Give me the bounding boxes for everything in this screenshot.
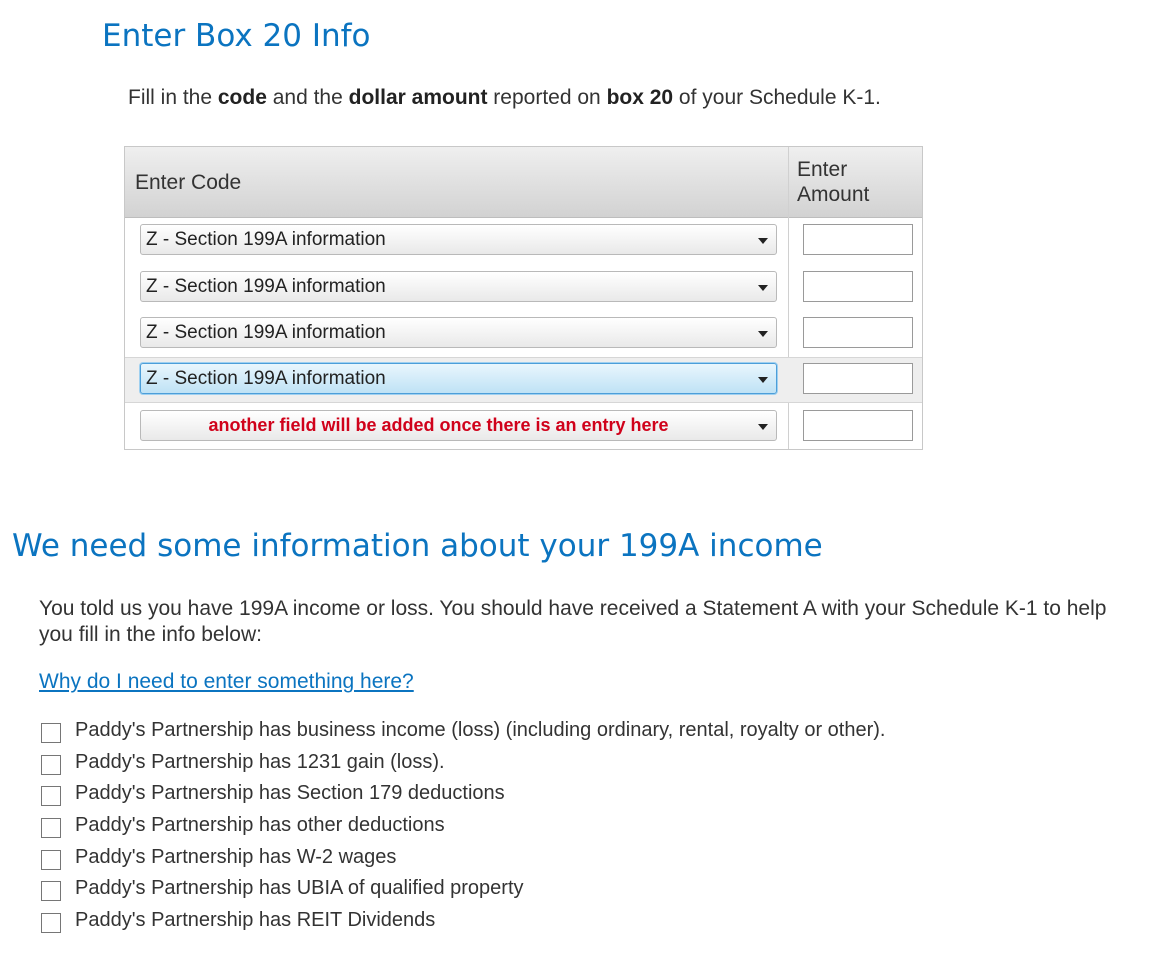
amount-input[interactable]	[803, 224, 913, 255]
table-row	[125, 218, 922, 264]
header-enter-code: Enter Code	[135, 171, 242, 194]
amount-input[interactable]	[803, 317, 913, 348]
table-row	[125, 311, 922, 357]
checkbox-label[interactable]: Paddy's Partnership has Section 179 deductions	[75, 782, 505, 805]
code-select[interactable]: Z - Section 199A information	[140, 224, 777, 255]
table-row	[125, 404, 922, 450]
checkbox[interactable]	[41, 850, 61, 870]
code-select-focused[interactable]: Z - Section 199A information	[140, 363, 777, 394]
amount-input[interactable]	[803, 363, 913, 394]
checkbox[interactable]	[41, 913, 61, 933]
code-select-new[interactable]: another field will be added once there is an entry here	[140, 410, 777, 441]
chevron-down-icon	[758, 377, 768, 383]
checkbox-label[interactable]: Paddy's Partnership has other deductions	[75, 814, 445, 837]
box20-title: Enter Box 20 Info	[102, 18, 371, 54]
amount-input[interactable]	[803, 410, 913, 441]
code-select[interactable]: Z - Section 199A information	[140, 317, 777, 348]
checkbox-label[interactable]: Paddy's Partnership has 1231 gain (loss).	[75, 750, 445, 773]
section199a-title: We need some information about your 199A income	[12, 528, 823, 564]
checkbox[interactable]	[41, 755, 61, 775]
table-header	[125, 147, 922, 218]
chevron-down-icon	[758, 238, 768, 244]
checkbox-label[interactable]: Paddy's Partnership has business income (loss) (including ordinary, rental, royalty or other).	[75, 719, 886, 741]
box20-intro: Fill in the code and the dollar amount reported on box 20 of your Schedule K-1.	[128, 86, 881, 109]
help-link[interactable]: Why do I need to enter something here?	[39, 670, 414, 693]
section199a-paragraph: You told us you have 199A income or loss. You should have received a Statement A with your Schedule K-1 to help you fill in the info below:	[39, 597, 1107, 646]
box20-table	[124, 146, 923, 450]
checkbox-label[interactable]: Paddy's Partnership has W-2 wages	[75, 845, 397, 868]
checkbox[interactable]	[41, 786, 61, 806]
table-row	[125, 265, 922, 311]
checkbox-label[interactable]: Paddy's Partnership has REIT Dividends	[75, 909, 436, 932]
chevron-down-icon	[758, 285, 768, 291]
checkbox[interactable]	[41, 723, 61, 743]
amount-input[interactable]	[803, 271, 913, 302]
chevron-down-icon	[758, 331, 768, 337]
chevron-down-icon	[758, 424, 768, 430]
table-row-active	[125, 357, 922, 403]
code-select[interactable]: Z - Section 199A information	[140, 271, 777, 302]
header-enter-amount: Enter Amount	[797, 158, 870, 206]
checkbox[interactable]	[41, 818, 61, 838]
checkbox-label[interactable]: Paddy's Partnership has UBIA of qualified property	[75, 877, 524, 900]
checkbox[interactable]	[41, 881, 61, 901]
